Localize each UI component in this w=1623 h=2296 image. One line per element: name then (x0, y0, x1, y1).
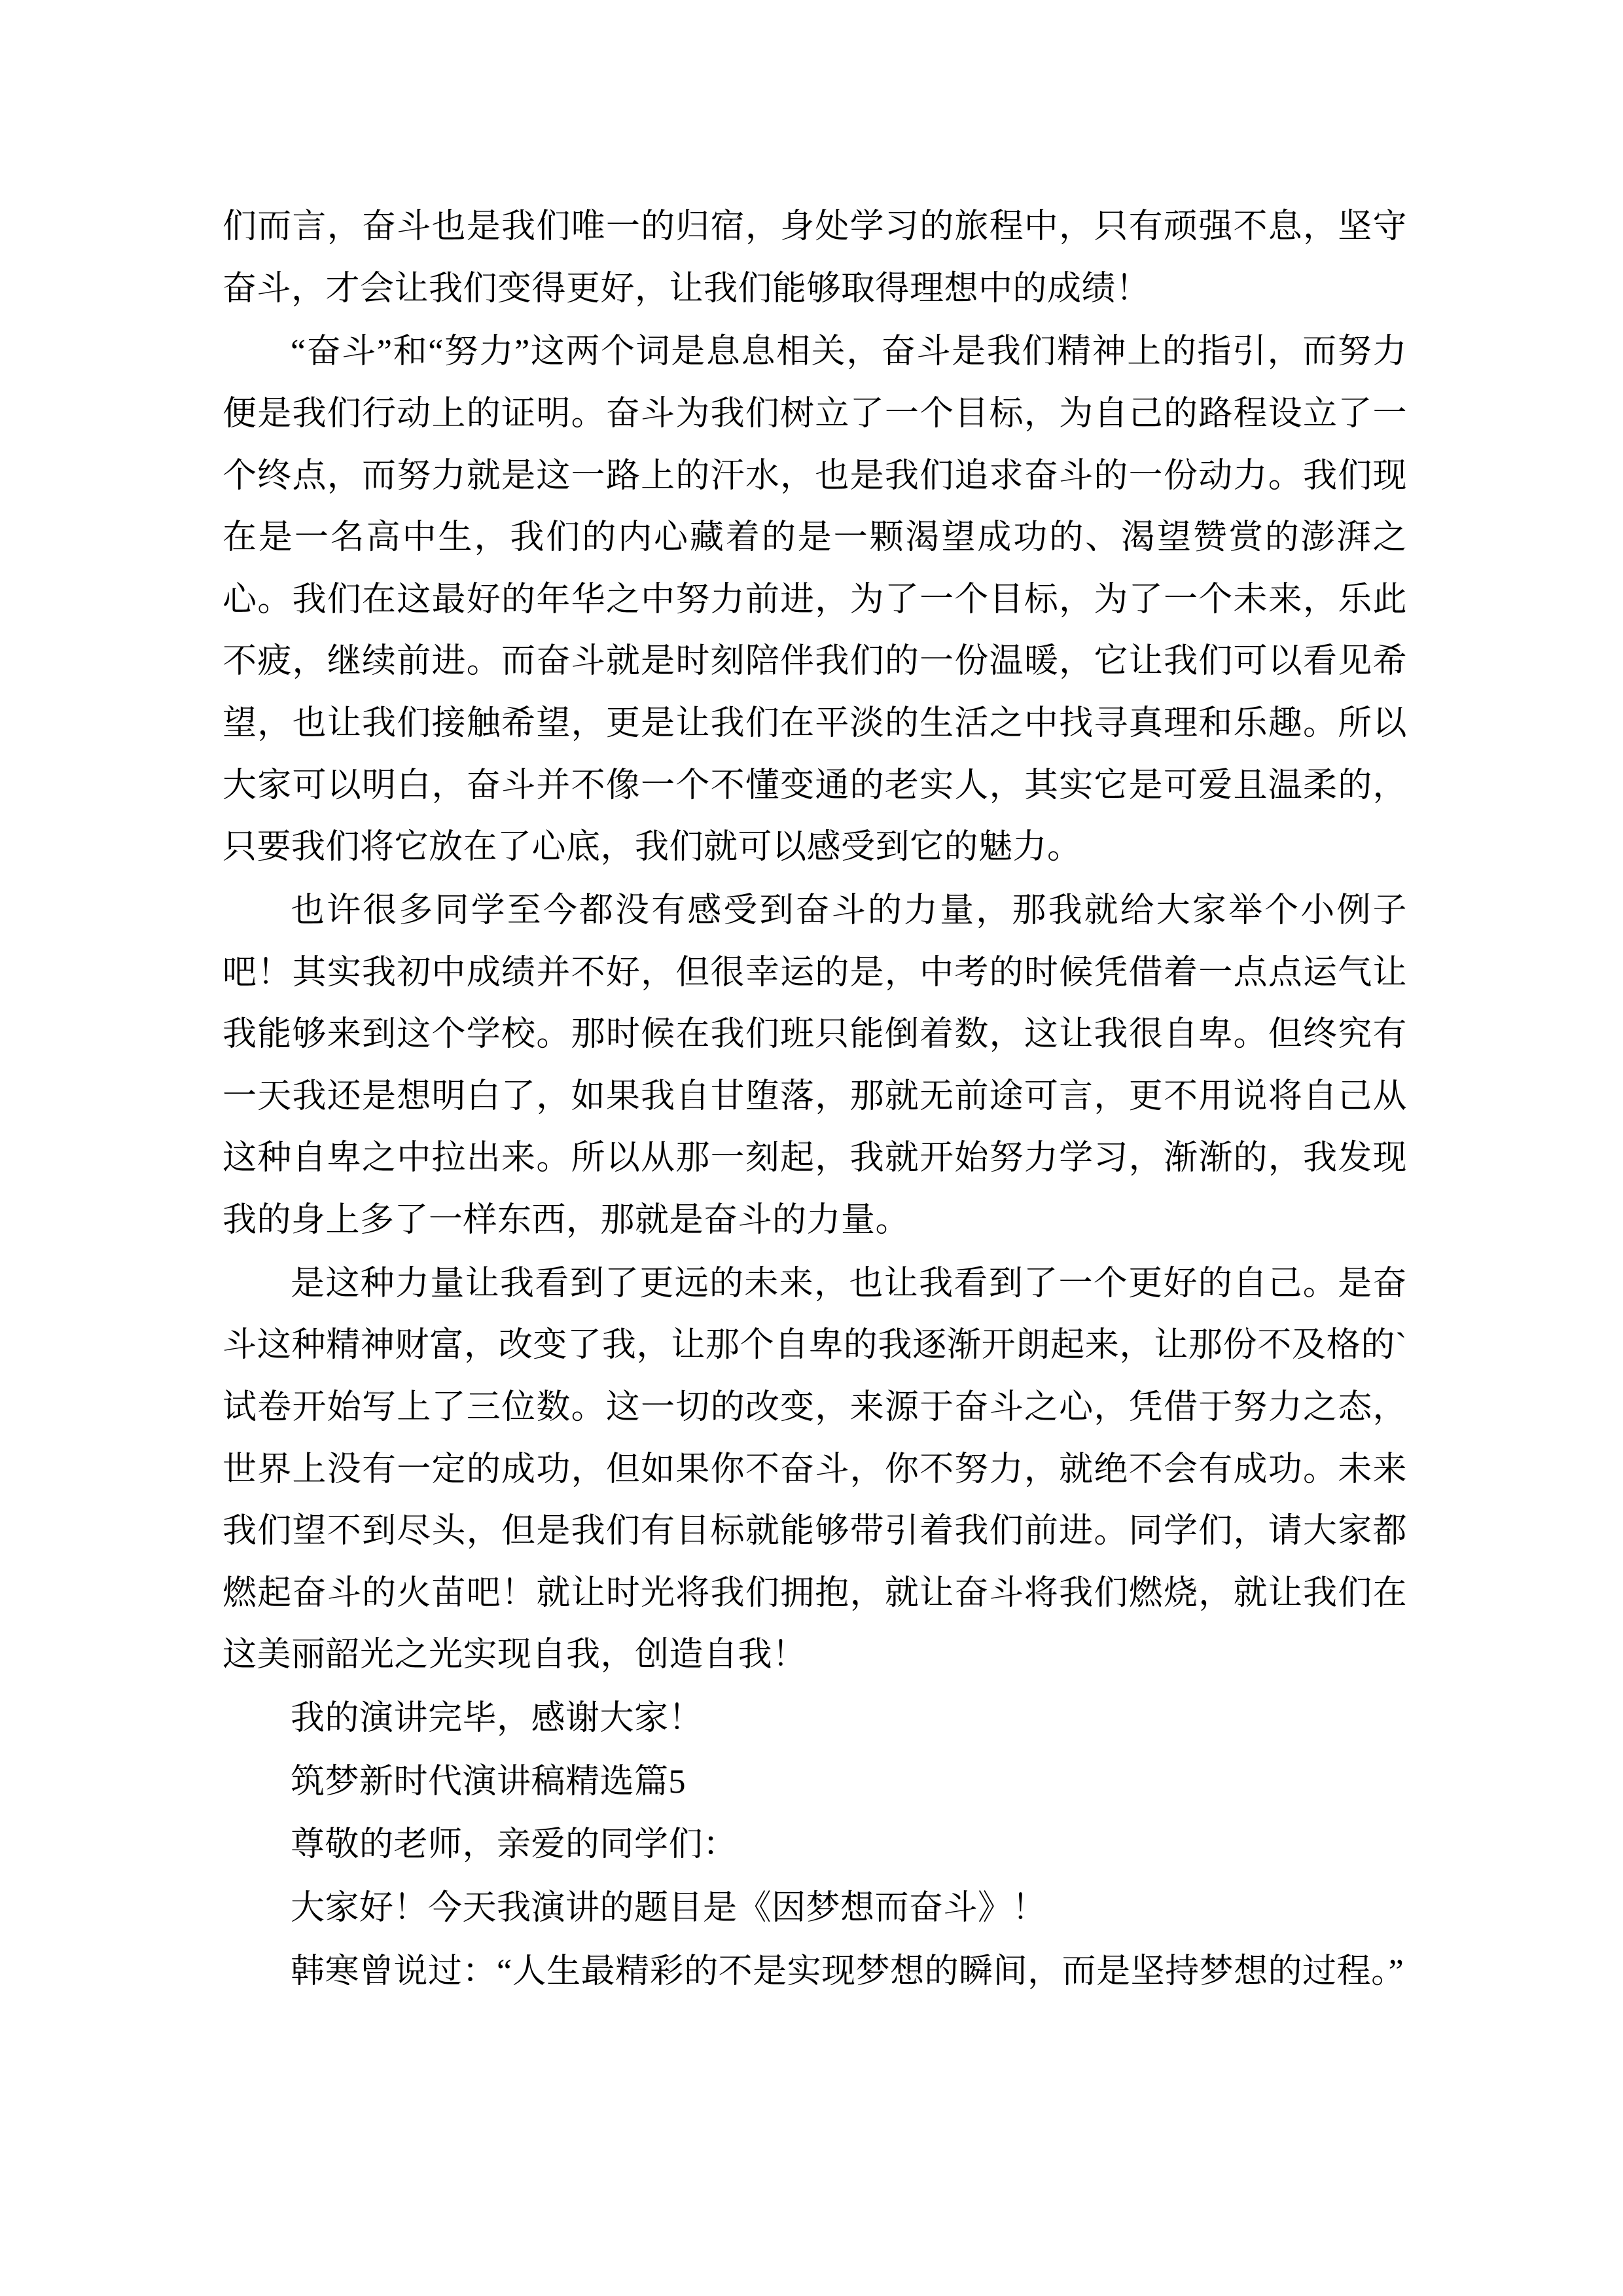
section-title: 筑梦新时代演讲稿精选篇5 (291, 1763, 687, 1801)
document-body (223, 196, 1407, 2003)
paragraph-quote: 韩寒曾说过：“人生最精彩的不是实现梦想的瞬间，而是坚持梦想的过程。” (291, 1952, 1404, 1990)
paragraph-3: 也许很多同学至今都没有感受到奋斗的力量，那我就给大家举个小例子吧！其实我初中成绩并不好，但很幸运的是，中考的时候凭借着一点点运气让我能够来到这个学校。那时候在我们班只能倒着数，这让我很自卑。但终究有一天我还是想明白了，如果我自甘堕落，那就无前途可言，更不用说将自己从这种自卑之中拉出来。所以从那一刻起，我就开始努力学习，渐渐的，我发现我的身上多了一样东西，那就是奋斗的力量。 (223, 891, 1407, 1239)
paragraph-2: “奋斗”和“努力”这两个词是息息相关，奋斗是我们精神上的指引，而努力便是我们行动上的证明。奋斗为我们树立了一个目标，为自己的路程设立了一个终点，而努力就是这一路上的汗水，也是我们追求奋斗的一份动力。我们现在是一名高中生，我们的内心藏着的是一颗渴望成功的、渴望赞赏的澎湃之心。我们在这最好的年华之中努力前进，为了一个目标，为了一个未来，乐此不疲，继续前进。而奋斗就是时刻陪伴我们的一份温暖，它让我们可以看见希望，也让我们接触希望，更是让我们在平淡的生活之中找寻真理和乐趣。所以大家可以明白，奋斗并不像一个不懂变通的老实人，其实它是可爱且温柔的，只要我们将它放在了心底，我们就可以感受到它的魅力。 (223, 333, 1407, 867)
paragraph-salutation: 尊敬的老师，亲爱的同学们： (291, 1826, 738, 1864)
paragraph-1: 们而言，奋斗也是我们唯一的归宿，身处学习的旅程中，只有顽强不息，坚守奋斗，才会让我们变得更好，让我们能够取得理想中的成绩！ (223, 208, 1407, 308)
paragraph-4: 是这种力量让我看到了更远的未来，也让我看到了一个更好的自己。是奋斗这种精神财富，改变了我，让那个自卑的我逐渐开朗起来，让那份不及格的`试卷开始写上了三位数。这一切的改变，来源于奋斗之心，凭借于努力之态，世界上没有一定的成功，但如果你不奋斗，你不努力，就绝不会有成功。未来我们望不到尽头，但是我们有目标就能够带引着我们前进。同学们，请大家都燃起奋斗的火苗吧！就让时光将我们拥抱，就让奋斗将我们燃烧，就让我们在这美丽韶光之光实现自我，创造自我！ (223, 1265, 1407, 1674)
paragraph-closing: 我的演讲完毕，感谢大家！ (291, 1700, 704, 1737)
paragraph-topic: 大家好！今天我演讲的题目是《因梦想而奋斗》！ (291, 1889, 1047, 1927)
